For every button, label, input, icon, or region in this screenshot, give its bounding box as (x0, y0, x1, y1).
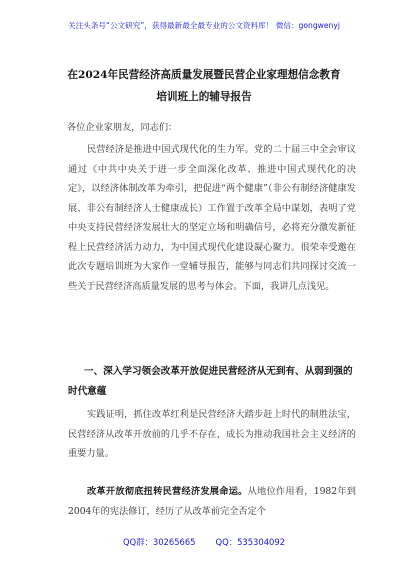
paragraph-intro: 民营经济是推进中国式现代化的生力军。党的二十届三中全会审议通过《中共中央关于进一步全面深化改革、推进中国式现代化的决定》，以经济体制改革为牵引，把促进“两个健康”（非公有制经济健康发展、非公有制经济人士健康成长）工作置于改革全局中谋划，表明了党中央支持民营经济发展壮大的坚定立场和明确信号，必将充分激发新征程上民营经济活力动力，为中国式现代化建设凝心聚力。很荣幸受邀在此次专题培训班为大家作一堂辅导报告，能够与同志们共同探讨交流一些关于民营经济高质量发展的思考与体会。下面，我讲几点浅见。 (68, 144, 356, 292)
paragraph-practice: 实践证明，抓住改革红利是民营经济大踏步赶上时代的制胜法宝，民营经济从改革开放前的几乎不存在，成长为推动我国社会主义经济的重要力量。 (68, 409, 356, 459)
contact-footer (0, 536, 408, 548)
paragraph-reform (68, 482, 356, 521)
salutation: 各位企业家朋友，同志们： (67, 122, 178, 133)
document-title-line2: 培训班上的辅导报告 (156, 91, 252, 103)
qq-number: QQ：535304092 (215, 537, 286, 547)
paragraph-reform-lead: 改革开放彻底扭转民营经济发展命运。 (87, 486, 248, 497)
qq-group-number: QQ群：30265665 (122, 537, 196, 547)
section-heading-1: 一、深入学习领会改革开放促进民营经济从无到有、从弱到强的时代意蕴 (68, 366, 353, 397)
paragraph-reform-body: 从地位作用看，1982年到2004年的宪法修订，经历了从改革前完全否定个 (68, 486, 356, 517)
document-title-line1: 在2024年民营经济高质量发展暨民营企业家理想信念教育 (67, 69, 341, 81)
promo-header: 关注头条号“公文研究”，获得最新最全最专业的公文资料库！ 微信：gongwenyj (68, 21, 340, 30)
